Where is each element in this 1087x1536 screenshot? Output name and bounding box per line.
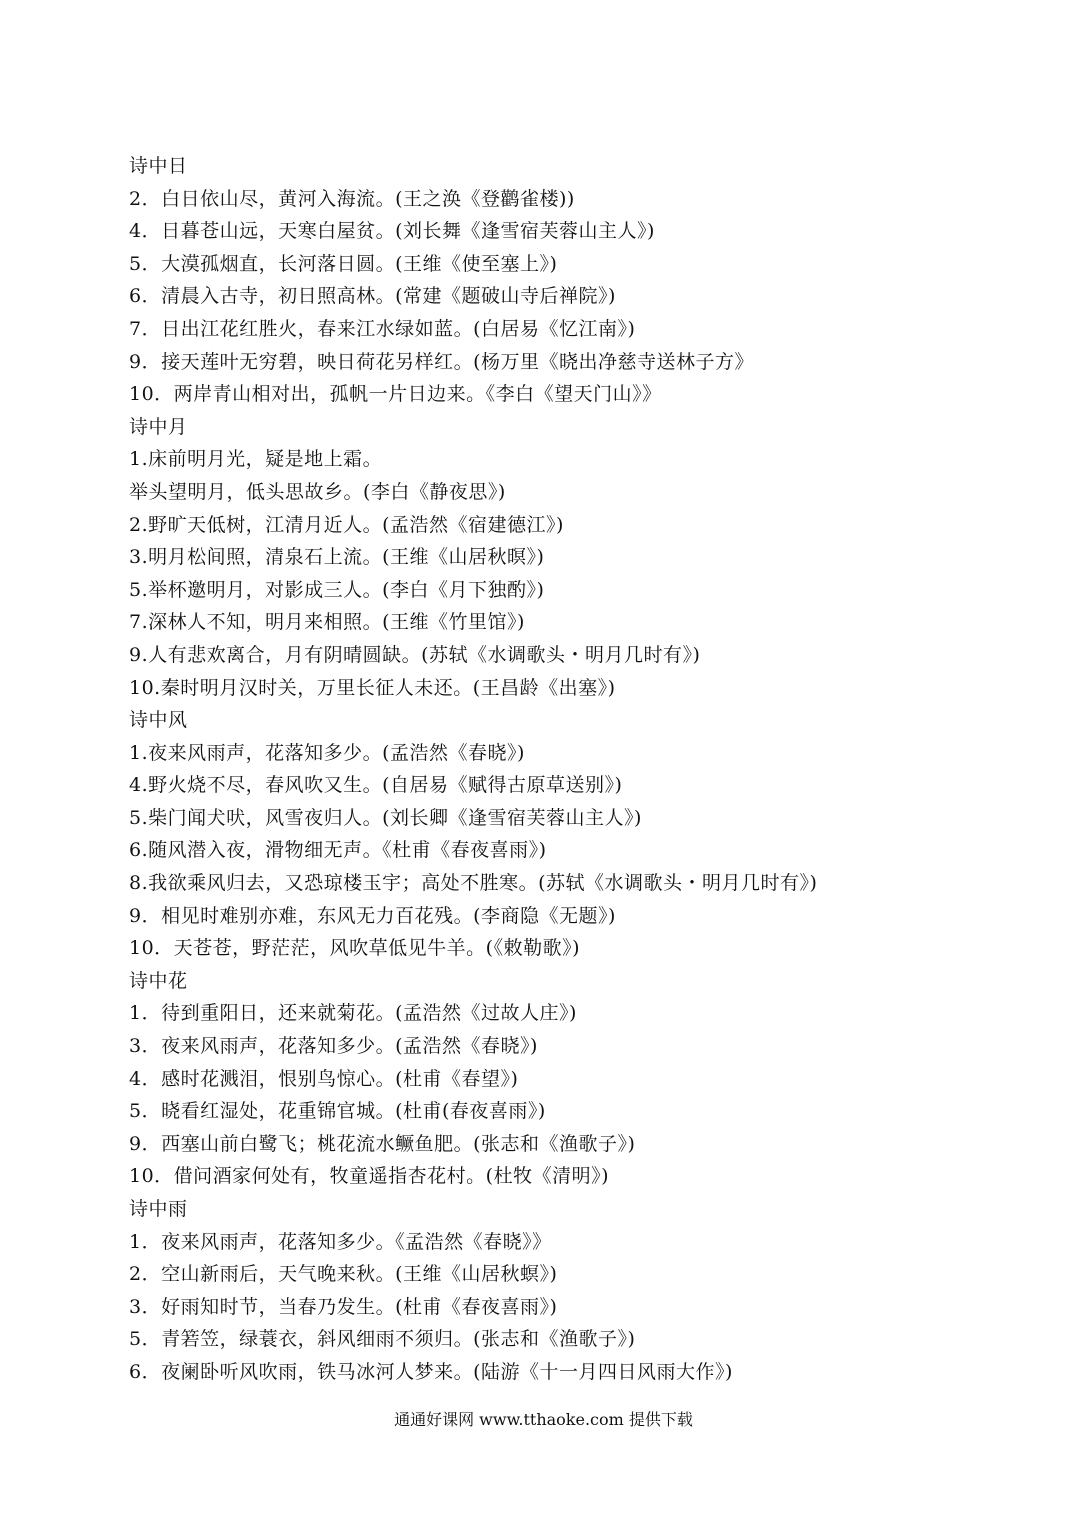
poem-line: 9．相见时难别亦难，东风无力百花残。(李商隐《无题》)	[129, 904, 616, 927]
poem-line: 2．空山新雨后，天气晚来秋。(王维《山居秋螟》)	[129, 1263, 558, 1286]
section-heading-rain: 诗中雨	[129, 1198, 188, 1220]
poem-line: 4．感时花溅泪，恨别鸟惊心。(杜甫《春望》)	[129, 1067, 519, 1090]
poem-line: 9．西塞山前白鹭飞；桃花流水鳜鱼肥。(张志和《渔歌子》)	[129, 1132, 636, 1155]
poem-line: 2.野旷天低树，江清月近人。(孟浩然《宿建德江》)	[129, 513, 564, 536]
poem-line: 8.我欲乘风归去，又恐琼楼玉宇；高处不胜寒。(苏轼《水调歌头・明月几时有》)	[129, 872, 818, 895]
section-heading-wind: 诗中风	[129, 709, 188, 732]
poem-line: 10.秦时明月汉时关，万里长征人未还。(王昌龄《出塞》)	[129, 676, 616, 699]
poem-line: 10．两岸青山相对出，孤帆一片日边来。《李白《望天门山》》	[129, 383, 662, 406]
poem-line: 7．日出江花红胜火，春来江水绿如蓝。(白居易《忆江南》)	[129, 317, 636, 340]
poem-line: 5．大漠孤烟直，长河落日圆。(王维《使至塞上》)	[129, 252, 558, 275]
page-footer: 通通好课网 www.tthaoke.com 提供下载	[394, 1410, 693, 1429]
poem-line: 1.床前明月光，疑是地上霜。	[129, 448, 383, 471]
poem-line: 5．晓看红湿处，花重锦官城。(杜甫(春夜喜雨》)	[129, 1100, 546, 1123]
poem-line: 3.明月松间照，清泉石上流。(王维《山居秋暝》)	[129, 546, 545, 569]
poem-line: 10．天苍苍，野茫茫，风吹草低见牛羊。(《敕勒歌》)	[129, 937, 581, 960]
document-body	[129, 150, 1029, 1389]
poem-line: 9．接天莲叶无穷碧，映日荷花另样红。(杨万里《晓出净慈寺送林子方》	[129, 350, 755, 373]
poem-line: 5．青箬笠，绿蓑衣，斜风细雨不须归。(张志和《渔歌子》)	[129, 1328, 636, 1351]
poem-line: 1.夜来风雨声，花落知多少。(孟浩然《春晓》)	[129, 741, 525, 764]
poem-line: 5.举杯邀明月，对影成三人。(李白《月下独酌》)	[129, 578, 545, 601]
poem-line: 2．白日依山尽，黄河入海流。(王之涣《登鹳雀楼))	[129, 187, 575, 210]
poem-line: 4．日暮苍山远，天寒白屋贫。(刘长舞《逢雪宿芙蓉山主人》)	[129, 220, 655, 243]
poem-line: 4.野火烧不尽，春风吹又生。(自居易《赋得古原草送别》)	[129, 774, 623, 797]
poem-line: 5.柴门闻犬吠，风雪夜归人。(刘长卿《逢雪宿芙蓉山主人》)	[129, 806, 642, 829]
poem-line: 1．待到重阳日，还来就菊花。(孟浩然《过故人庄》)	[129, 1002, 577, 1025]
section-heading-moon: 诗中月	[129, 415, 188, 438]
section-heading-flower: 诗中花	[129, 969, 188, 992]
poem-line: 1．夜来风雨声，花落知多少。《孟浩然《春晓》》	[129, 1230, 552, 1253]
poem-line: 6．夜阑卧听风吹雨，铁马冰河人梦来。(陆游《十一月四日风雨大作》)	[129, 1360, 733, 1383]
poem-line: 6.随风潜入夜，滑物细无声。《杜甫《春夜喜雨》)	[129, 839, 547, 862]
poem-line: 10．借问酒家何处有，牧童遥指杏花村。(杜牧《清明》)	[129, 1165, 610, 1188]
section-heading-sun: 诗中日	[129, 155, 188, 177]
poem-line: 3．好雨知时节，当春乃发生。(杜甫《春夜喜雨》)	[129, 1295, 558, 1318]
poem-line: 举头望明月，低头思故乡。(李白《静夜思》)	[129, 480, 506, 503]
poem-line: 7.深林人不知，明月来相照。(王维《竹里馆》)	[129, 611, 525, 634]
poem-line: 9.人有悲欢离合，月有阴晴圆缺。(苏轼《水调歌头・明月几时有》)	[129, 643, 701, 666]
poem-line: 6．清晨入古寺，初日照高林。(常建《题破山寺后禅院》)	[129, 285, 616, 308]
poem-line: 3．夜来风雨声，花落知多少。(孟浩然《春晓》)	[129, 1035, 538, 1058]
